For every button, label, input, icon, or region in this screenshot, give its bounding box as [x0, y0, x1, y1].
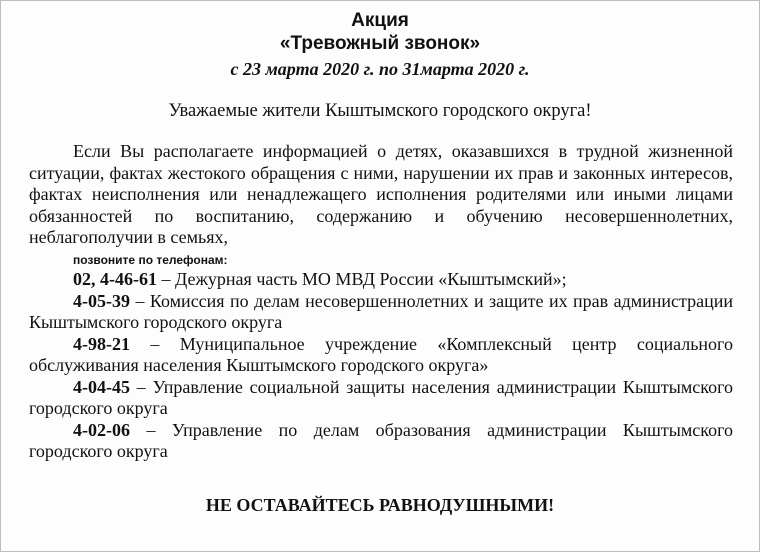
greeting: Уважаемые жители Кыштымского городского округа!	[168, 101, 592, 121]
contact-phone: 4-04-45	[73, 376, 130, 397]
closing-slogan: НЕ ОСТАВАЙТЕСЬ РАВНОДУШНЫМИ!	[205, 495, 555, 515]
contact-item	[29, 377, 733, 420]
contact-description: – Комиссия по делам несовершеннолетних и защите их прав администрации Кыштымского городского округа	[29, 290, 733, 332]
contact-phone: 02, 4-46-61	[73, 269, 157, 289]
contact-item	[29, 334, 733, 377]
campaign-period: с 23 марта 2020 г. по 31марта 2020 г.	[230, 59, 530, 79]
contact-phone: 4-02-06	[73, 419, 130, 440]
intro-paragraph: Если Вы располагаете информацией о детях, оказавшихся в трудной жизненной ситуации, фактах жестокого обращения с ними, нарушении их прав и законных интересов, фактах неисполнения или ненадлежащего исполнения родителями или иными лицами обязанностей по воспитанию, содержанию и обучению несовершеннолетних, неблагополучии в семьях,	[29, 141, 733, 247]
title-campaign-name: «Тревожный звонок»	[279, 33, 481, 54]
title-action: Акция	[351, 10, 409, 31]
contact-item	[29, 291, 733, 334]
contact-item	[29, 269, 733, 291]
contact-description: – Дежурная часть МО МВД России «Кыштымский»;	[161, 269, 567, 289]
contact-phone: 4-05-39	[73, 290, 130, 311]
contacts-list	[29, 269, 733, 463]
contact-item	[29, 420, 733, 463]
contact-description: – Муниципальное учреждение «Комплексный центр социального обслуживания населения Кыштымского городского округа»	[29, 333, 733, 375]
contact-description: – Управление по делам образования администрации Кыштымского городского округа	[29, 419, 733, 461]
call-us-label: позвоните по телефонам:	[73, 253, 228, 267]
contact-description: – Управление социальной защиты населения администрации Кыштымского городского округа	[29, 376, 733, 418]
contact-phone: 4-98-21	[73, 333, 130, 354]
